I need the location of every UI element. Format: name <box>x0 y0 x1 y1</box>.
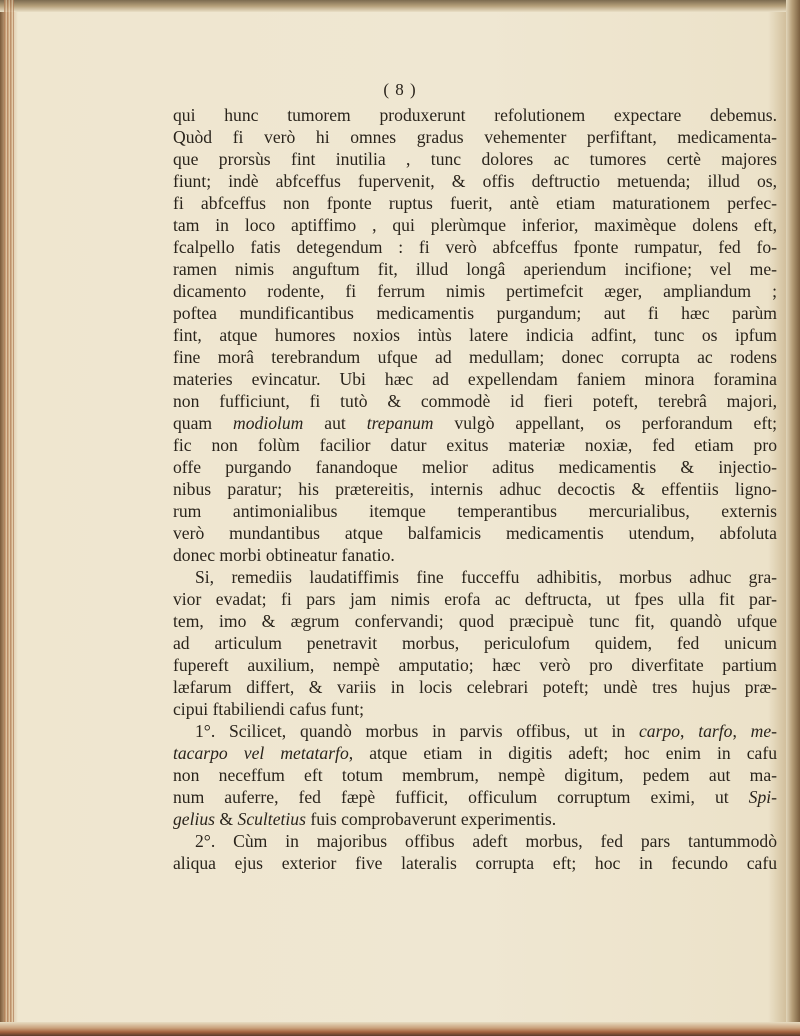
text-segment: fiunt; indè abfceffus fupervenit, & offis deftructio metuenda; illud os, <box>173 171 777 191</box>
right-page-edge <box>786 0 800 1036</box>
text-segment: donec morbi obtineatur fanatio. <box>173 545 395 565</box>
text-line <box>173 500 777 522</box>
text-segment: Si, remediis laudatiffimis fine fucceffu adhibitis, morbus adhuc gra- <box>195 567 777 587</box>
text-segment: fic non folùm facilior datur exitus materiæ noxiæ, fed etiam pro <box>173 435 777 455</box>
text-segment: vior evadat; fi pars jam nimis erofa ac deftructa, ut fpes ulla fit par- <box>173 589 777 609</box>
text-segment: tem, imo & ægrum confervandi; quod præcipuè tunc fit, quandò ufque <box>173 611 777 631</box>
text-segment: offe purgando fanandoque melior aditus medicamentis & injectio- <box>173 457 777 477</box>
text-segment: 1°. Scilicet, quandò morbus in parvis offibus, ut in <box>195 721 639 741</box>
text-line <box>173 478 777 500</box>
text-line <box>173 588 777 610</box>
text-line <box>173 214 777 236</box>
text-line <box>173 764 777 786</box>
text-segment: vulgò appellant, os perforandum eft; <box>433 413 777 433</box>
text-segment: dicamento rodente, fi ferrum nimis pertimefcit æger, ampliandum ; <box>173 281 777 301</box>
text-line <box>173 698 777 720</box>
italic-term: modiolum <box>233 413 304 433</box>
italic-term: me- <box>750 721 778 741</box>
text-line <box>173 302 777 324</box>
text-line <box>173 170 777 192</box>
text-segment: fuis comprobaverunt experimentis. <box>305 809 557 829</box>
text-segment: fint, atque humores noxios intùs latere indicia adfint, tunc os ipfum <box>173 325 777 345</box>
text-line <box>173 390 777 412</box>
italic-term: gelius <box>173 809 216 829</box>
text-segment: qui hunc tumorem produxerunt refolutionem expectare debemus. <box>173 105 777 125</box>
text-line <box>173 522 777 544</box>
text-segment: aliqua ejus exterior five lateralis corrupta eft; hoc in fecundo cafu <box>173 853 777 873</box>
text-segment: rum antimonialibus itemque temperantibus mercurialibus, externis <box>173 501 777 521</box>
text-segment: , <box>732 721 751 741</box>
text-line <box>173 324 777 346</box>
text-line <box>173 104 777 126</box>
text-segment: quam <box>173 413 234 433</box>
text-line <box>173 126 777 148</box>
text-segment: poftea mundificantibus medicamentis purgandum; aut fi hæc parùm <box>173 303 777 323</box>
text-line <box>173 676 777 698</box>
text-segment: , atque etiam in digitis adeft; hoc enim in cafu <box>348 743 777 763</box>
text-line <box>173 632 777 654</box>
text-line <box>173 566 777 588</box>
text-line <box>173 148 777 170</box>
text-segment: 2°. Cùm in majoribus offibus adeft morbus, fed pars tantummodò <box>195 831 777 851</box>
text-line <box>173 544 777 566</box>
text-segment: Quòd fi verò hi omnes gradus vehementer perfiftant, medicamenta- <box>173 127 777 147</box>
text-segment: ad articulum penetravit morbus, periculofum quidem, fed unicum <box>173 633 777 653</box>
text-line <box>173 456 777 478</box>
italic-term: trepanum <box>366 413 434 433</box>
text-segment: tam in loco aptiffimo , qui plerùmque inferior, maximèque dolens eft, <box>173 215 777 235</box>
text-segment: non fufficiunt, fi tutò & commodè id fieri poteft, terebrâ majori, <box>173 391 777 411</box>
text-line <box>173 830 777 852</box>
text-line <box>173 720 777 742</box>
text-segment: , <box>680 721 699 741</box>
italic-term: Spi- <box>748 787 777 807</box>
text-segment: fine morâ terebrandum ufque ad medullam; donec corrupta ac rodens <box>173 347 777 367</box>
italic-term: tacarpo vel metatarfo <box>173 743 349 763</box>
text-segment: num auferre, fed fæpè fufficit, officulum corruptum eximi, ut <box>173 787 749 807</box>
book-spine-edge <box>4 0 14 1036</box>
italic-term: tarfo <box>698 721 733 741</box>
text-line <box>173 786 777 808</box>
text-line <box>173 368 777 390</box>
text-segment: ramen nimis anguftum fit, illud longâ aperiendum incifione; vel me- <box>173 259 777 279</box>
text-segment: & <box>215 809 238 829</box>
text-segment: cipui ftabiliendi cafus funt; <box>173 699 365 719</box>
italic-term: carpo <box>639 721 681 741</box>
text-line <box>173 280 777 302</box>
text-segment: læfarum differt, & variis in locis celebrari poteft; undè tres hujus præ- <box>173 677 777 697</box>
top-border <box>0 0 800 12</box>
text-segment: fupereft auxilium, nempè amputatio; hæc verò pro diverfitate partium <box>173 655 777 675</box>
text-line <box>173 236 777 258</box>
text-segment: non neceffum eft totum membrum, nempè digitum, pedem aut ma- <box>173 765 777 785</box>
text-line <box>173 192 777 214</box>
text-segment: que prorsùs fint inutilia , tunc dolores ac tumores certè majores <box>173 149 777 169</box>
text-line <box>173 610 777 632</box>
text-segment: aut <box>303 413 367 433</box>
text-line <box>173 434 777 456</box>
text-line <box>173 852 777 874</box>
body-text <box>173 104 777 874</box>
text-segment: nibus paratur; his prætereitis, internis adhuc decoctis & effentiis ligno- <box>173 479 777 499</box>
text-line <box>173 808 777 830</box>
text-segment: fcalpello fatis detegendum : fi verò abfceffus fponte rumpatur, fed fo- <box>173 237 777 257</box>
text-line <box>173 742 777 764</box>
bottom-border <box>0 1022 800 1036</box>
italic-term: Scultetius <box>237 809 306 829</box>
text-segment: materies evincatur. Ubi hæc ad expellendam faniem minora foramina <box>173 369 777 389</box>
text-line <box>173 346 777 368</box>
text-line <box>173 654 777 676</box>
page-number: ( 8 ) <box>383 80 417 99</box>
text-line <box>173 258 777 280</box>
text-segment: fi abfceffus non fponte ruptus fuerit, antè etiam maturationem perfec- <box>173 193 777 213</box>
text-line <box>173 412 777 434</box>
text-segment: verò mundantibus atque balfamicis medicamentis utendum, abfoluta <box>173 523 777 543</box>
